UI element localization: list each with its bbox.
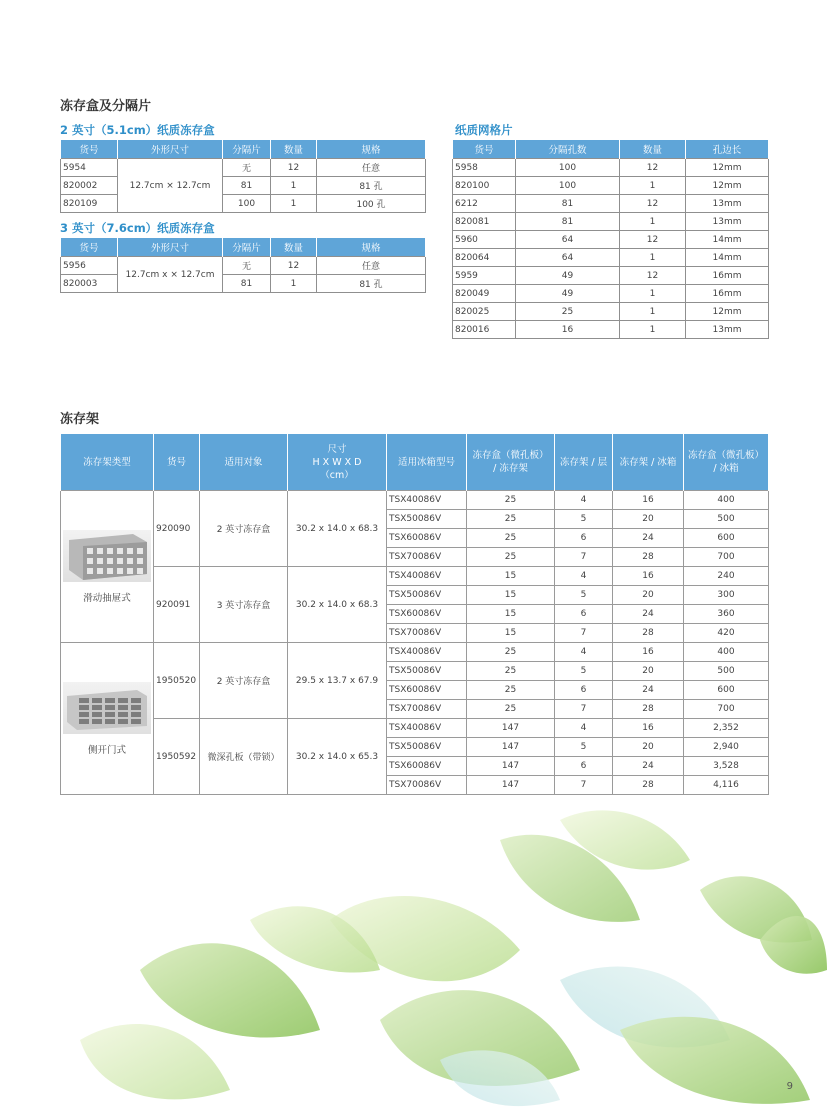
- boxes-per-freezer: 240: [684, 567, 769, 586]
- boxes-per-rack: 147: [467, 757, 555, 776]
- spec-cell: 81 孔: [317, 275, 426, 293]
- box3-title: 3 英寸（7.6cm）纸质冻存盒: [60, 221, 215, 235]
- freezer-model: TSX50086V: [387, 738, 467, 757]
- boxes-per-rack: 25: [467, 700, 555, 719]
- table-row: [61, 491, 769, 510]
- freezer-model: TSX70086V: [387, 548, 467, 567]
- hole-size: 16mm: [686, 267, 769, 285]
- hole-count: 100: [516, 177, 620, 195]
- header-cell: 规格: [317, 238, 426, 257]
- rack-type-cell: [61, 491, 154, 643]
- racks-per-shelf: 6: [555, 529, 613, 548]
- racks-per-shelf: 6: [555, 605, 613, 624]
- racks-per-shelf: 5: [555, 738, 613, 757]
- quantity-cell: 1: [620, 285, 686, 303]
- racks-per-freezer: 20: [613, 510, 684, 529]
- hole-size: 12mm: [686, 159, 769, 177]
- hole-size: 12mm: [686, 303, 769, 321]
- header-cell: 数量: [271, 140, 317, 159]
- boxes-per-rack: 147: [467, 719, 555, 738]
- item-code: 820049: [453, 285, 516, 303]
- boxes-per-freezer: 420: [684, 624, 769, 643]
- table-header-row: [61, 238, 426, 257]
- header-cell: 孔边长: [686, 140, 769, 159]
- racks-per-shelf: 7: [555, 700, 613, 719]
- rack-size: 30.2 x 14.0 x 65.3: [288, 719, 387, 795]
- table-row: [453, 303, 769, 321]
- leaf-illustration: [0, 800, 827, 1114]
- boxes-per-freezer: 700: [684, 548, 769, 567]
- rack-size: 30.2 x 14.0 x 68.3: [288, 567, 387, 643]
- hole-count: 81: [516, 213, 620, 231]
- hole-size: 16mm: [686, 285, 769, 303]
- quantity-cell: 1: [620, 303, 686, 321]
- freezer-model: TSX50086V: [387, 662, 467, 681]
- hole-count: 16: [516, 321, 620, 339]
- freezer-model: TSX60086V: [387, 605, 467, 624]
- rack-table: [60, 433, 769, 795]
- racks-per-shelf: 4: [555, 567, 613, 586]
- racks-per-shelf: 7: [555, 548, 613, 567]
- header-cell: 冻存架 / 层: [555, 434, 613, 491]
- boxes-per-rack: 147: [467, 738, 555, 757]
- freezer-model: TSX50086V: [387, 586, 467, 605]
- box3-table: [60, 237, 426, 293]
- rack-code: 1950592: [154, 719, 200, 795]
- table-row: [61, 643, 769, 662]
- rack-target: 2 英寸冻存盒: [200, 643, 288, 719]
- racks-per-freezer: 16: [613, 491, 684, 510]
- header-cell: 货号: [453, 140, 516, 159]
- quantity-cell: 12: [620, 267, 686, 285]
- racks-per-shelf: 6: [555, 681, 613, 700]
- racks-per-freezer: 20: [613, 738, 684, 757]
- header-cell: 数量: [271, 238, 317, 257]
- table-row: [453, 249, 769, 267]
- drawer-rack-image: [63, 530, 151, 582]
- table-header-row: [453, 140, 769, 159]
- boxes-per-rack: 25: [467, 529, 555, 548]
- freezer-model: TSX40086V: [387, 719, 467, 738]
- hole-size: 12mm: [686, 177, 769, 195]
- quantity-cell: 1: [271, 177, 317, 195]
- table-row: [61, 195, 426, 213]
- hole-count: 49: [516, 285, 620, 303]
- rack-size: 29.5 x 13.7 x 67.9: [288, 643, 387, 719]
- hole-size: 13mm: [686, 213, 769, 231]
- racks-per-shelf: 5: [555, 586, 613, 605]
- freezer-model: TSX60086V: [387, 529, 467, 548]
- header-cell: 分隔片: [223, 238, 271, 257]
- boxes-per-rack: 147: [467, 776, 555, 795]
- header-cell: 冻存架 / 冰箱: [613, 434, 684, 491]
- racks-per-shelf: 7: [555, 624, 613, 643]
- item-code: 5954: [61, 159, 118, 177]
- hole-count: 64: [516, 231, 620, 249]
- racks-per-freezer: 28: [613, 700, 684, 719]
- racks-per-freezer: 16: [613, 719, 684, 738]
- divider-cell: 100: [223, 195, 271, 213]
- quantity-cell: 12: [271, 159, 317, 177]
- header-cell: 规格: [317, 140, 426, 159]
- boxes-per-freezer: 2,940: [684, 738, 769, 757]
- item-code: 6212: [453, 195, 516, 213]
- racks-per-freezer: 24: [613, 681, 684, 700]
- rack-target: 2 英寸冻存盒: [200, 491, 288, 567]
- boxes-per-freezer: 3,528: [684, 757, 769, 776]
- table-header-row: [61, 434, 769, 491]
- spec-cell: 任意: [317, 257, 426, 275]
- boxes-per-rack: 15: [467, 567, 555, 586]
- spec-cell: 81 孔: [317, 177, 426, 195]
- item-code: 820003: [61, 275, 118, 293]
- header-cell: 数量: [620, 140, 686, 159]
- item-code: 820100: [453, 177, 516, 195]
- table-row: [453, 231, 769, 249]
- freezer-model: TSX70086V: [387, 624, 467, 643]
- boxes-per-freezer: 700: [684, 700, 769, 719]
- rack-type-label: 侧开门式: [87, 744, 126, 756]
- racks-per-freezer: 28: [613, 624, 684, 643]
- table-header-row: [61, 140, 426, 159]
- racks-per-shelf: 7: [555, 776, 613, 795]
- hole-count: 64: [516, 249, 620, 267]
- freezer-model: TSX40086V: [387, 643, 467, 662]
- header-cell: 货号: [154, 434, 200, 491]
- rack-target: 微深孔板（带锁）: [200, 719, 288, 795]
- racks-per-shelf: 4: [555, 719, 613, 738]
- table-row: [61, 257, 426, 275]
- boxes-per-freezer: 500: [684, 662, 769, 681]
- table-row: [453, 159, 769, 177]
- rack-target: 3 英寸冻存盒: [200, 567, 288, 643]
- header-cell: 冻存盒（微孔板） / 冰箱: [684, 434, 769, 491]
- item-code: 5959: [453, 267, 516, 285]
- boxes-per-freezer: 2,352: [684, 719, 769, 738]
- quantity-cell: 12: [620, 195, 686, 213]
- item-code: 5958: [453, 159, 516, 177]
- item-code: 5956: [61, 257, 118, 275]
- rack-code: 920091: [154, 567, 200, 643]
- boxes-per-rack: 25: [467, 662, 555, 681]
- table-row: [61, 177, 426, 195]
- quantity-cell: 12: [271, 257, 317, 275]
- boxes-per-rack: 25: [467, 548, 555, 567]
- racks-per-freezer: 24: [613, 529, 684, 548]
- header-cell: 外形尺寸: [118, 140, 223, 159]
- hole-size: 14mm: [686, 231, 769, 249]
- box2-table: [60, 139, 426, 213]
- boxes-per-rack: 25: [467, 510, 555, 529]
- quantity-cell: 1: [271, 275, 317, 293]
- rack-type-cell: [61, 643, 154, 795]
- racks-per-freezer: 24: [613, 757, 684, 776]
- table-row: [61, 275, 426, 293]
- boxes-per-rack: 25: [467, 643, 555, 662]
- header-cell: 外形尺寸: [118, 238, 223, 257]
- hole-size: 13mm: [686, 195, 769, 213]
- header-cell: 冻存架类型: [61, 434, 154, 491]
- racks-per-shelf: 4: [555, 491, 613, 510]
- grid-table: [452, 139, 769, 339]
- spec-cell: 任意: [317, 159, 426, 177]
- divider-cell: 无: [223, 159, 271, 177]
- boxes-per-rack: 15: [467, 624, 555, 643]
- grid-title: 纸质网格片: [455, 123, 513, 137]
- racks-per-freezer: 20: [613, 662, 684, 681]
- rack-code: 920090: [154, 491, 200, 567]
- table-row: [453, 321, 769, 339]
- divider-cell: 无: [223, 257, 271, 275]
- table-row: [61, 159, 426, 177]
- racks-per-freezer: 16: [613, 643, 684, 662]
- section-title-racks: 冻存架: [60, 412, 100, 427]
- boxes-per-freezer: 360: [684, 605, 769, 624]
- item-code: 820081: [453, 213, 516, 231]
- table-row: [453, 177, 769, 195]
- item-code: 820025: [453, 303, 516, 321]
- racks-per-freezer: 24: [613, 605, 684, 624]
- item-code: 820016: [453, 321, 516, 339]
- racks-per-freezer: 28: [613, 776, 684, 795]
- rack-code: 1950520: [154, 643, 200, 719]
- boxes-per-rack: 15: [467, 586, 555, 605]
- table-row: [453, 285, 769, 303]
- racks-per-shelf: 5: [555, 662, 613, 681]
- table-row: [453, 267, 769, 285]
- freezer-model: TSX40086V: [387, 567, 467, 586]
- freezer-model: TSX60086V: [387, 757, 467, 776]
- freezer-model: TSX70086V: [387, 776, 467, 795]
- page-number: 9: [786, 1081, 793, 1092]
- boxes-per-freezer: 600: [684, 529, 769, 548]
- divider-cell: 81: [223, 275, 271, 293]
- racks-per-freezer: 28: [613, 548, 684, 567]
- racks-per-freezer: 16: [613, 567, 684, 586]
- freezer-model: TSX60086V: [387, 681, 467, 700]
- boxes-per-freezer: 300: [684, 586, 769, 605]
- outer-size: 12.7cm × 12.7cm: [118, 159, 223, 213]
- side-door-rack-image: [63, 682, 151, 734]
- table-row: [61, 719, 769, 738]
- item-code: 820109: [61, 195, 118, 213]
- hole-size: 14mm: [686, 249, 769, 267]
- boxes-per-freezer: 400: [684, 491, 769, 510]
- header-cell: 适用对象: [200, 434, 288, 491]
- leaf-background: [0, 800, 827, 1114]
- rack-type-label: 滑动抽屉式: [83, 592, 131, 604]
- quantity-cell: 12: [620, 159, 686, 177]
- racks-per-shelf: 4: [555, 643, 613, 662]
- spec-cell: 100 孔: [317, 195, 426, 213]
- table-row: [61, 567, 769, 586]
- boxes-per-freezer: 400: [684, 643, 769, 662]
- header-cell: 货号: [61, 140, 118, 159]
- hole-size: 13mm: [686, 321, 769, 339]
- boxes-per-freezer: 500: [684, 510, 769, 529]
- hole-count: 25: [516, 303, 620, 321]
- item-code: 5960: [453, 231, 516, 249]
- header-cell: 冻存盒（微孔板） / 冻存架: [467, 434, 555, 491]
- freezer-model: TSX50086V: [387, 510, 467, 529]
- quantity-cell: 1: [620, 321, 686, 339]
- box2-title: 2 英寸（5.1cm）纸质冻存盒: [60, 123, 215, 137]
- quantity-cell: 1: [620, 177, 686, 195]
- freezer-model: TSX40086V: [387, 491, 467, 510]
- divider-cell: 81: [223, 177, 271, 195]
- header-cell: 尺寸 H X W X D （cm）: [288, 434, 387, 491]
- racks-per-freezer: 20: [613, 586, 684, 605]
- table-row: [453, 213, 769, 231]
- section-title-boxes: 冻存盒及分隔片: [60, 99, 152, 114]
- item-code: 820064: [453, 249, 516, 267]
- rack-size: 30.2 x 14.0 x 68.3: [288, 491, 387, 567]
- racks-per-shelf: 6: [555, 757, 613, 776]
- boxes-per-freezer: 600: [684, 681, 769, 700]
- item-code: 820002: [61, 177, 118, 195]
- hole-count: 49: [516, 267, 620, 285]
- quantity-cell: 1: [620, 213, 686, 231]
- quantity-cell: 12: [620, 231, 686, 249]
- header-cell: 分隔片: [223, 140, 271, 159]
- quantity-cell: 1: [620, 249, 686, 267]
- boxes-per-rack: 15: [467, 605, 555, 624]
- racks-per-shelf: 5: [555, 510, 613, 529]
- header-cell: 分隔孔数: [516, 140, 620, 159]
- hole-count: 81: [516, 195, 620, 213]
- outer-size: 12.7cm x × 12.7cm: [118, 257, 223, 293]
- boxes-per-rack: 25: [467, 681, 555, 700]
- header-cell: 适用冰箱型号: [387, 434, 467, 491]
- hole-count: 100: [516, 159, 620, 177]
- table-row: [453, 195, 769, 213]
- boxes-per-freezer: 4,116: [684, 776, 769, 795]
- boxes-per-rack: 25: [467, 491, 555, 510]
- header-cell: 货号: [61, 238, 118, 257]
- quantity-cell: 1: [271, 195, 317, 213]
- freezer-model: TSX70086V: [387, 700, 467, 719]
